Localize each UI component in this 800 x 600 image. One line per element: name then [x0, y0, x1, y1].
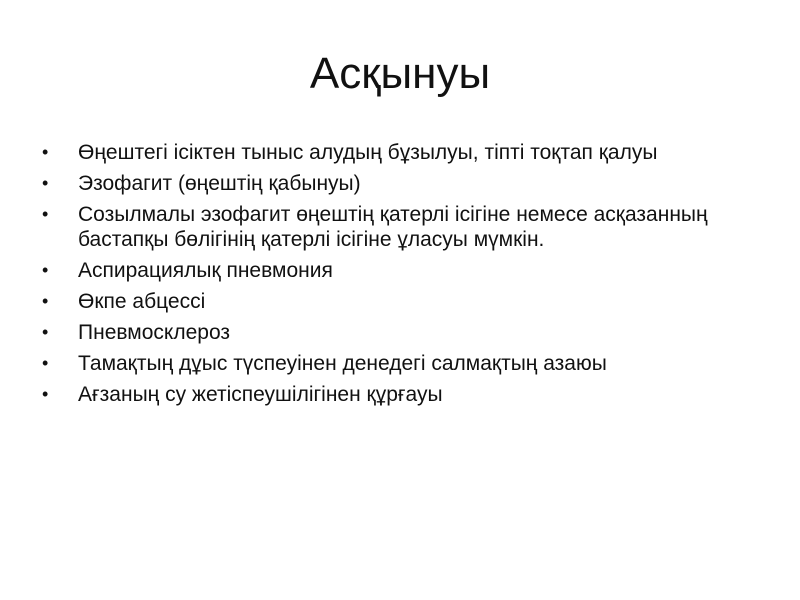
bullet-text: Ағзаның су жетіспеушілігінен құрғауы — [78, 383, 443, 406]
bullet-icon: • — [42, 291, 49, 311]
bullet-item — [40, 289, 755, 314]
bullet-item — [40, 382, 755, 407]
bullet-item — [40, 258, 755, 283]
bullet-icon: • — [42, 142, 49, 162]
slide-title: Асқынуы — [309, 49, 491, 98]
bullet-text: Созылмалы эзофагит өңештің қатерлі ісігіне немесе асқазанның бастапқы бөлігінің қатерлі ісігіне ұласуы мүмкін. — [78, 203, 708, 251]
bullet-icon: • — [42, 384, 49, 404]
bullet-icon: • — [42, 204, 49, 224]
bullet-icon: • — [42, 322, 49, 342]
bullet-item — [40, 351, 755, 376]
bullet-text: Пневмосклероз — [78, 321, 231, 344]
bullet-text: Өңештегі ісіктен тыныс алудың бұзылуы, тіпті тоқтап қалуы — [78, 141, 658, 164]
bullet-item — [40, 320, 755, 345]
bullet-icon: • — [42, 173, 49, 193]
bullet-icon: • — [42, 260, 49, 280]
bullet-text: Аспирациялық пневмония — [78, 259, 333, 282]
bullet-item — [40, 140, 755, 165]
bullet-list — [40, 140, 755, 413]
bullet-text: Эзофагит (өңештің қабынуы) — [78, 172, 361, 195]
bullet-text: Тамақтың дұыс түспеуінен денедегі салмақтың азаюы — [78, 352, 607, 375]
bullet-text: Өкпе абцессі — [78, 290, 206, 313]
bullet-item — [40, 171, 755, 196]
bullet-item — [40, 202, 755, 252]
bullet-icon: • — [42, 353, 49, 373]
